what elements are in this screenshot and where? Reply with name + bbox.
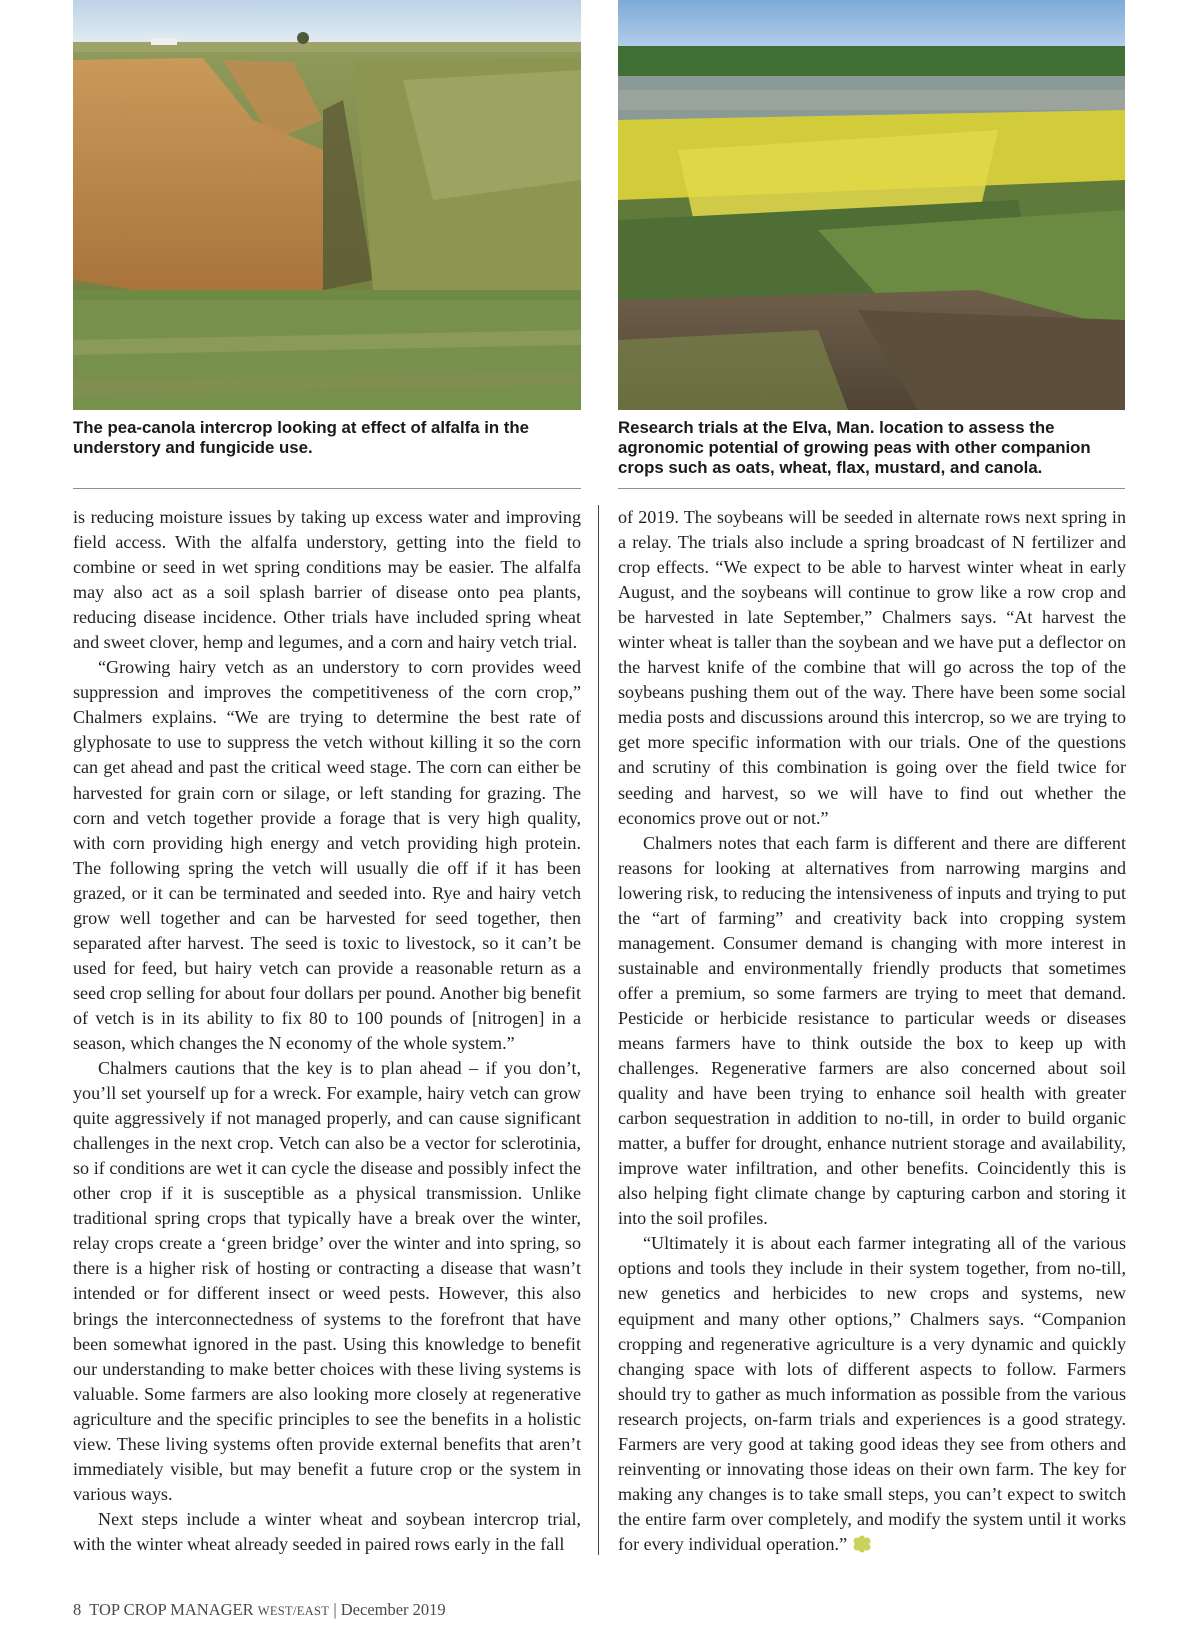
photo-pea-canola-intercrop: [73, 0, 581, 410]
photo-caption-left: The pea-canola intercrop looking at effect of alfalfa in the understory and fungicide use.: [73, 418, 529, 457]
paragraph: Next steps include a winter wheat and soybean intercrop trial, with the winter wheat already seeded in paired rows early in the fall: [73, 1508, 581, 1554]
photo-caption-right: Research trials at the Elva, Man. location to assess the agronomic potential of growing peas with other companion crops such as oats, wheat, flax, mustard, and canola.: [618, 418, 1091, 477]
column-divider: [598, 505, 599, 1555]
magazine-edition: WEST/EAST: [257, 1604, 330, 1618]
paragraph: “Ultimately it is about each farmer integrating all of the various options and tools they include in their system together, from no-till, new genetics and herbicides to new crops and systems, new equipment and many other options,” Chalmers says. “Companion cropping and regenerative agriculture is a very dynamic and quickly changing space with lots of different aspects to follow. Farmers should try to gather as much information as possible from the various research projects, on-farm trials and experiences is a good strategy. Farmers are very good at taking good ideas they see from others and reinventing or innovating those ideas on their own farm. The key for making any changes is to take small steps, you can’t expect to switch the entire farm over completely, and modify the system until it works for every individual operation.”: [618, 1233, 1126, 1554]
magazine-name: TOP CROP MANAGER: [89, 1600, 254, 1619]
paragraph: of 2019. The soybeans will be seeded in alternate rows next spring in a relay. The trials also include a spring broadcast of N fertilizer and crop effects. “We expect to be able to harvest winter wheat in early August, and the soybeans will continue to grow like a row crop and be harvested in late September,” Chalmers says. “At harvest the winter wheat is taller than the soybean and we have put a deflector on the harvest knife of the combine that will go across the top of the soybeans pushing them out of the way. There have been some social media posts and discussions around this intercrop, so we are trying to get more specific information with our trials. One of the questions and scrutiny of this combination is going over the field twice for seeding and harvest, so we will have to find out whether the economics prove out or not.”: [618, 507, 1126, 828]
paragraph: Chalmers notes that each farm is different and there are different reasons for looking at alternatives from narrowing margins and lowering risk, to reducing the intensiveness of inputs and trying to put the “art of farming” and creativity back into cropping system management. Consumer demand is changing with more interest in sustainable and environmentally friendly products that sometimes offer a premium, so some farmers are trying to meet that demand. Pesticide or herbicide resistance to particular weeds or diseases means farmers have to think outside the box to keep up with challenges. Regenerative farmers are also concerned about soil quality and have been trying to enhance soil health with greater carbon sequestration in addition to no-till, in order to build organic matter, a buffer for drought, enhance nutrient storage and availability, improve water infiltration, and other benefits. Coincidently this is also helping fight climate change by capturing carbon and storing it into the soil profiles.: [618, 832, 1126, 1229]
footer-separator: |: [333, 1600, 337, 1619]
caption-divider-left: [73, 488, 581, 489]
issue-date: December 2019: [340, 1600, 446, 1619]
page-footer: [73, 1600, 446, 1620]
article-column-right: [618, 505, 1126, 1557]
paragraph: “Growing hairy vetch as an understory to corn provides weed suppression and improves the competitiveness of the corn crop,” Chalmers explains. “We are trying to determine the best rate of glyphosate to use to suppress the vetch without killing it so the corn can get ahead and past the critical weed stage. The corn can either be harvested for grain corn or silage, or left standing for grazing. The corn and vetch together provide a forage that is very high quality, with corn providing high energy and vetch providing high protein. The following spring the vetch will usually die off if it has been grazed, or it can be terminated and seeded into. Rye and hairy vetch grow well together and can be harvested for seed together, then separated after harvest. The seed is toxic to livestock, so it can’t be used for feed, but hairy vetch can provide a reasonable return as a seed crop selling for about four dollars per pound. Another big benefit of vetch is in its ability to fix 80 to 100 pounds of [nitrogen] in a season, which changes the N economy of the whole system.”: [73, 657, 581, 1053]
paragraph: Chalmers cautions that the key is to plan ahead – if you don’t, you’ll set yourself up for a wreck. For example, hairy vetch can grow quite aggressively if not managed properly, and can cause significant challenges in the next crop. Vetch can also be a vector for sclerotinia, so if conditions are wet it can cycle the disease and possibly infect the other crop if it is susceptible as a physical transmission. Unlike traditional spring crops that typically have a break over the winter, relay crops create a ‘green bridge’ over the winter and into spring, so there is a higher risk of hosting or contracting a disease that wasn’t intended or for different insect or weed pests. However, this also brings the interconnectedness of systems to the forefront that have been somewhat ignored in the past. Using this knowledge to benefit our understanding to make better choices with these living systems is valuable. Some farmers are also looking more closely at regenerative agriculture and the specific principles to see the benefits in a holistic view. These living systems often provide external benefits that aren’t immediately visible, but may benefit a future crop or the system in various ways.: [73, 1058, 581, 1504]
leaf-logo-icon: [851, 1535, 873, 1553]
photo-elva-research-trials: [618, 0, 1125, 410]
article-column-left: [73, 505, 581, 1557]
paragraph: is reducing moisture issues by taking up excess water and improving field access. With the alfalfa understory, getting into the field to combine or seed in wet spring conditions may be easier. The alfalfa may also act as a soil splash barrier of disease onto pea plants, reducing disease incidence. Other trials have included spring wheat and sweet clover, hemp and legumes, and a corn and hairy vetch trial.: [73, 507, 581, 653]
page-number: 8: [73, 1600, 82, 1619]
caption-divider-right: [618, 488, 1125, 489]
